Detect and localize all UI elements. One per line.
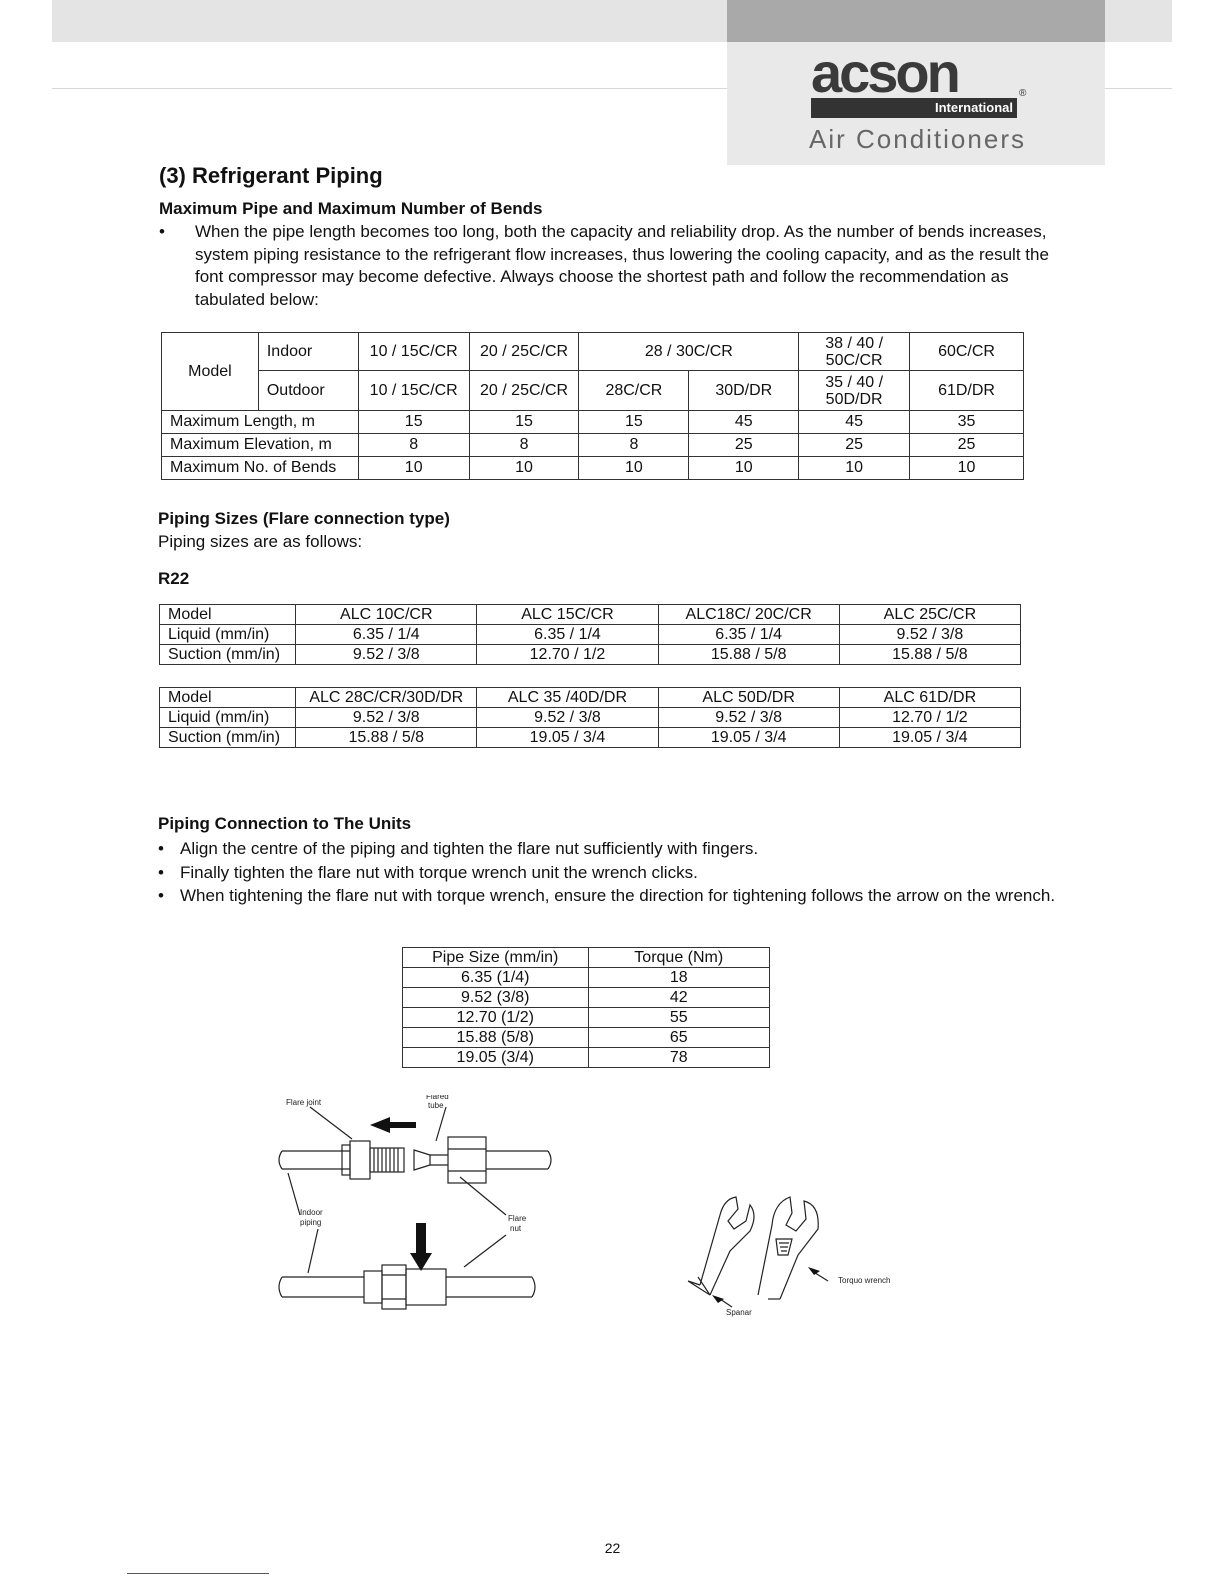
- table-cell: 6.35 / 1/4: [477, 625, 658, 645]
- label-flare-nut-1: Flare: [508, 1214, 527, 1223]
- table-cell: 8: [469, 434, 579, 457]
- table-cell: 20 / 25C/CR: [469, 333, 579, 371]
- table-cell: 9.52 (3/8): [403, 988, 589, 1008]
- table-cell: 10: [910, 457, 1024, 480]
- brand-logo-panel: [727, 0, 1105, 165]
- connection-heading: Piping Connection to The Units: [158, 814, 412, 833]
- table-cell: ALC 10C/CR: [296, 605, 477, 625]
- table-cell: 12.70 (1/2): [403, 1008, 589, 1028]
- table-cell: 60C/CR: [910, 333, 1024, 371]
- table-cell: 6.35 / 1/4: [658, 625, 839, 645]
- list-item: • When tightening the flare nut with torque wrench, ensure the direction for tightening follows the arrow on the wrench.: [158, 884, 1068, 908]
- table-row: [162, 371, 1024, 411]
- row-label: Maximum Length, m: [162, 411, 359, 434]
- label-indoor-piping-1: Indoor: [300, 1208, 323, 1217]
- table-cell: 25: [689, 434, 799, 457]
- torque-table: [402, 947, 770, 1068]
- table-cell: 30D/DR: [689, 371, 799, 411]
- table-row: [403, 1048, 770, 1068]
- table-cell: 9.52 / 3/8: [658, 708, 839, 728]
- label-flare-joint: Flare joint: [286, 1098, 322, 1107]
- table-cell: 15: [358, 411, 469, 434]
- table-cell: 65: [588, 1028, 770, 1048]
- table-cell: 12.70 / 1/2: [477, 645, 658, 665]
- table-cell: 35 / 40 / 50D/DR: [799, 371, 910, 411]
- table-cell: 25: [799, 434, 910, 457]
- table-cell: ALC 25C/CR: [839, 605, 1020, 625]
- page-number: 22: [604, 1540, 621, 1556]
- table-cell: 35: [910, 411, 1024, 434]
- table-cell: 61D/DR: [910, 371, 1024, 411]
- row-label: Maximum No. of Bends: [162, 457, 359, 480]
- connection-bullets: [158, 837, 1068, 908]
- table-header-cell: Pipe Size (mm/in): [403, 948, 589, 968]
- table-cell: 9.52 / 3/8: [839, 625, 1020, 645]
- table-cell: 10: [358, 457, 469, 480]
- table-row: [160, 605, 1021, 625]
- label-torque-wrench: Torquo wrench: [838, 1276, 891, 1285]
- table-row: [160, 688, 1021, 708]
- table-row: [160, 625, 1021, 645]
- table-cell: ALC 61D/DR: [839, 688, 1020, 708]
- table-cell: 8: [579, 434, 689, 457]
- table-cell: Suction (mm/in): [160, 645, 296, 665]
- table-cell: 38 / 40 / 50C/CR: [799, 333, 910, 371]
- table-cell: Suction (mm/in): [160, 728, 296, 748]
- table-cell: 12.70 / 1/2: [839, 708, 1020, 728]
- label-indoor-piping-2: piping: [300, 1218, 322, 1227]
- footer-link-rule: [127, 1573, 269, 1574]
- table-cell: ALC18C/ 20C/CR: [658, 605, 839, 625]
- table-row: [162, 411, 1024, 434]
- table-cell: 45: [799, 411, 910, 434]
- list-item: • Finally tighten the flare nut with torque wrench unit the wrench clicks.: [158, 861, 1068, 885]
- table-row: [403, 1008, 770, 1028]
- table-cell: ALC 15C/CR: [477, 605, 658, 625]
- table-cell: 6.35 / 1/4: [296, 625, 477, 645]
- acson-logo: [811, 50, 1021, 96]
- table-cell: Liquid (mm/in): [160, 625, 296, 645]
- logo-dark-band: [727, 0, 1105, 42]
- indoor-label: Indoor: [258, 333, 358, 371]
- table-cell: 10 / 15C/CR: [358, 333, 469, 371]
- logo-international: International: [811, 98, 1017, 118]
- table-cell: 78: [588, 1048, 770, 1068]
- table-cell: 10: [689, 457, 799, 480]
- table-cell: 19.05 / 3/4: [839, 728, 1020, 748]
- table-cell: 20 / 25C/CR: [469, 371, 579, 411]
- outdoor-label: Outdoor: [258, 371, 358, 411]
- table-cell: ALC 50D/DR: [658, 688, 839, 708]
- table-cell: 15.88 / 5/8: [296, 728, 477, 748]
- table-cell: 10: [799, 457, 910, 480]
- table-cell: 15: [469, 411, 579, 434]
- sizes-intro: Piping sizes are as follows:: [158, 532, 363, 551]
- section-title: (3) Refrigerant Piping: [159, 163, 383, 188]
- table-cell: 55: [588, 1008, 770, 1028]
- table-row: [160, 708, 1021, 728]
- logo-tagline: Air Conditioners: [809, 124, 1026, 154]
- table-cell: 15.88 (5/8): [403, 1028, 589, 1048]
- bends-bullet: [159, 221, 1069, 311]
- table-cell: 19.05 / 3/4: [477, 728, 658, 748]
- table-cell: 42: [588, 988, 770, 1008]
- table-cell: ALC 35 /40D/DR: [477, 688, 658, 708]
- table-cell: 10 / 15C/CR: [358, 371, 469, 411]
- table-cell: 9.52 / 3/8: [296, 708, 477, 728]
- table-cell: Model: [160, 605, 296, 625]
- refrigerant-label: R22: [158, 569, 190, 588]
- bends-heading: Maximum Pipe and Maximum Number of Bends: [159, 199, 543, 218]
- table-cell: 10: [469, 457, 579, 480]
- table-cell: 15.88 / 5/8: [839, 645, 1020, 665]
- table-cell: Liquid (mm/in): [160, 708, 296, 728]
- wrench-diagram: [680, 1195, 930, 1325]
- flare-connection-diagram: [270, 1095, 570, 1325]
- bends-table: [161, 332, 1024, 480]
- table-cell: 8: [358, 434, 469, 457]
- label-flared-tube-2: tube: [428, 1101, 444, 1110]
- table-cell: 10: [579, 457, 689, 480]
- logo-registered-mark: ®: [1019, 88, 1027, 99]
- table-row: [403, 1028, 770, 1048]
- model-cell: Model: [162, 333, 259, 411]
- table-cell: 28C/CR: [579, 371, 689, 411]
- sizes-table-1: [159, 604, 1021, 665]
- table-row: [160, 728, 1021, 748]
- table-cell: 45: [689, 411, 799, 434]
- table-cell: 19.05 (3/4): [403, 1048, 589, 1068]
- table-cell: 25: [910, 434, 1024, 457]
- table-row: [403, 988, 770, 1008]
- sizes-heading: Piping Sizes (Flare connection type): [158, 509, 450, 528]
- table-cell: 18: [588, 968, 770, 988]
- bullet-dot: •: [159, 222, 165, 241]
- label-flare-nut-2: nut: [510, 1224, 522, 1233]
- table-row: [162, 333, 1024, 371]
- table-cell: 6.35 (1/4): [403, 968, 589, 988]
- table-cell: 15.88 / 5/8: [658, 645, 839, 665]
- table-row: [403, 968, 770, 988]
- logo-wordmark: acson: [811, 50, 958, 96]
- table-header-cell: Torque (Nm): [588, 948, 770, 968]
- label-flared-tube-1: Flared: [426, 1095, 449, 1101]
- label-spanner: Spanar: [726, 1308, 752, 1317]
- sizes-table-2: [159, 687, 1021, 748]
- list-item: • Align the centre of the piping and tighten the flare nut sufficiently with fingers.: [158, 837, 1068, 861]
- table-row: [162, 457, 1024, 480]
- bends-bullet-text: When the pipe length becomes too long, both the capacity and reliability drop. As the number of bends increases, system piping resistance to the refrigerant flow increases, thus lowering the cooling capacity, and as the result the font compressor may become defective. Always choose the shortest path and follow the recommendation as tabulated below:: [195, 222, 1049, 309]
- row-label: Maximum Elevation, m: [162, 434, 359, 457]
- table-cell: Model: [160, 688, 296, 708]
- table-cell: 9.52 / 3/8: [296, 645, 477, 665]
- table-cell: 28 / 30C/CR: [579, 333, 799, 371]
- table-cell: 19.05 / 3/4: [658, 728, 839, 748]
- table-cell: 15: [579, 411, 689, 434]
- table-header-row: [403, 948, 770, 968]
- table-cell: ALC 28C/CR/30D/DR: [296, 688, 477, 708]
- table-row: [160, 645, 1021, 665]
- table-row: [162, 434, 1024, 457]
- table-cell: 9.52 / 3/8: [477, 708, 658, 728]
